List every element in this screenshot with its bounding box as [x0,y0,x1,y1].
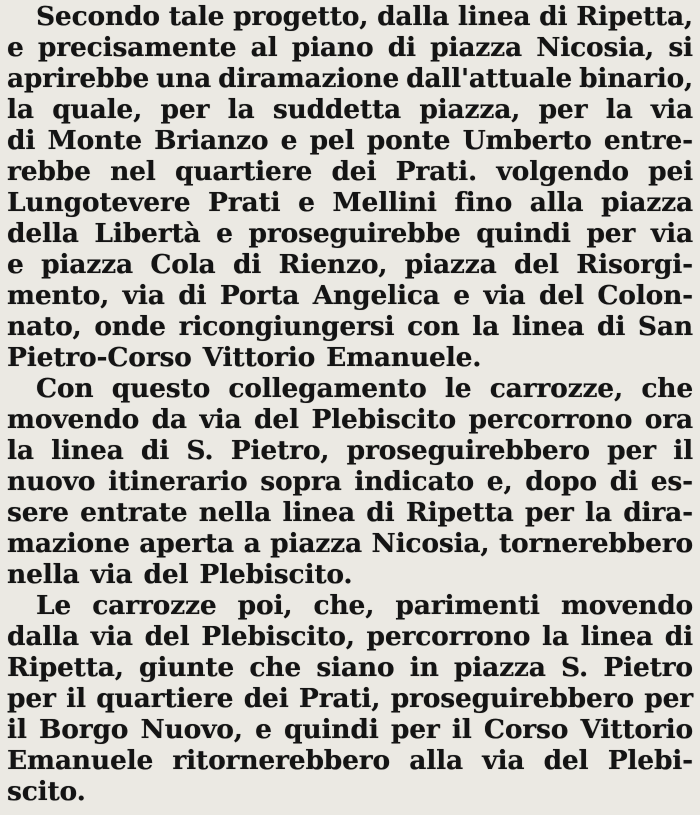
text-line: e piazza Cola di Rienzo, piazza del Risorgi- [7,249,693,280]
text-line: movendo da via del Plebiscito percorrono ora [7,404,693,435]
text-line: dalla via del Plebiscito, percorrono la linea di [7,621,693,652]
text-line: Emanuele ritornerebbero alla via del Plebi- [7,745,693,776]
text-line: la linea di S. Pietro, proseguirebbero per il [7,435,693,466]
text-line: nato, onde ricongiungersi con la linea di San [7,311,693,342]
text-line: di Monte Brianzo e pel ponte Umberto entre- [7,125,693,156]
text-line: della Libertà e proseguirebbe quindi per via [7,218,693,249]
text-line: sere entrate nella linea di Ripetta per la dira- [7,497,693,528]
text-line: nuovo itinerario sopra indicato e, dopo di es- [7,466,693,497]
text-line: per il quartiere dei Prati, proseguirebbero per [7,683,693,714]
text-line: Lungotevere Prati e Mellini fino alla piazza [7,187,693,218]
text-line: rebbe nel quartiere dei Prati. volgendo pei [7,156,693,187]
text-line: mazione aperta a piazza Nicosia, tornerebbero [7,528,693,559]
text-line: la quale, per la suddetta piazza, per la via [7,94,693,125]
text-line: Le carrozze poi, che, parimenti movendo [36,590,693,621]
text-line: Con questo collegamento le carrozze, che [36,373,693,404]
text-line: Secondo tale progetto, dalla linea di Ripetta, [36,1,693,32]
text-line: aprirebbe una diramazione dall'attuale binario, [7,63,693,94]
text-line: Pietro-Corso Vittorio Emanuele. [7,342,482,373]
text-line: mento, via di Porta Angelica e via del Colon- [7,280,693,311]
text-line: scito. [7,776,86,807]
text-line: Ripetta, giunte che siano in piazza S. Pietro [7,652,693,683]
text-line: nella via del Plebiscito. [7,559,353,590]
text-line: e precisamente al piano di piazza Nicosia, si [7,32,693,63]
text-line: il Borgo Nuovo, e quindi per il Corso Vittorio [7,714,693,745]
